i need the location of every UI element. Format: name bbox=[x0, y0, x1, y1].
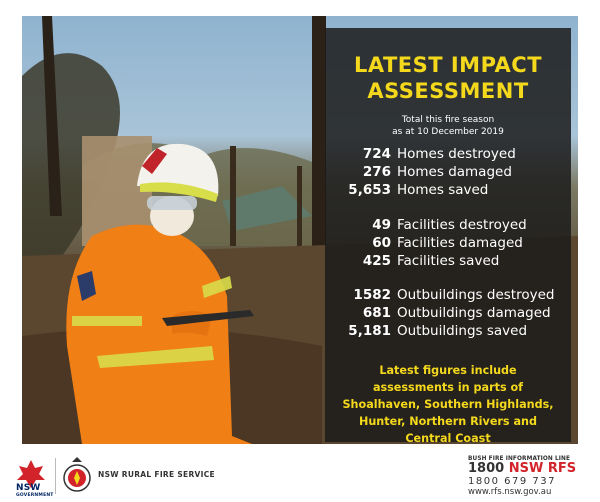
stat-value: 425 bbox=[362, 253, 391, 269]
hotline-prefix: 1800 bbox=[468, 461, 509, 476]
logo-divider bbox=[55, 458, 56, 494]
stat-row bbox=[325, 163, 571, 181]
stat-label: Outbuildings damaged bbox=[397, 305, 551, 321]
stat-label: Homes damaged bbox=[397, 164, 512, 180]
stat-value: 276 bbox=[362, 164, 391, 180]
panel-title-line2: ASSESSMENT bbox=[367, 79, 529, 103]
panel-title-line1: LATEST IMPACT bbox=[353, 53, 543, 77]
hotline-number bbox=[468, 462, 578, 476]
stat-value: 1582 bbox=[353, 287, 391, 303]
stat-label: Facilities destroyed bbox=[397, 217, 527, 233]
stat-row bbox=[325, 304, 571, 322]
stat-value: 5,181 bbox=[348, 323, 391, 339]
panel-subtitle bbox=[325, 114, 571, 138]
stat-row bbox=[325, 216, 571, 234]
hotline-brand: NSW RFS bbox=[508, 461, 577, 476]
nsw-label: NSW bbox=[16, 483, 41, 493]
stat-value: 681 bbox=[362, 305, 391, 321]
nsw-logo-text bbox=[16, 484, 54, 498]
subtitle-line2: as at 10 December 2019 bbox=[392, 127, 504, 137]
stat-row bbox=[325, 145, 571, 163]
footer bbox=[0, 450, 600, 502]
stat-row bbox=[325, 252, 571, 270]
note-line: Shoalhaven, Southern Highlands, bbox=[342, 398, 554, 411]
stat-value: 60 bbox=[372, 235, 391, 251]
note-line: assessments in parts of bbox=[372, 381, 524, 394]
stat-value: 49 bbox=[372, 217, 391, 233]
impact-panel bbox=[325, 28, 571, 445]
stat-label: Homes saved bbox=[397, 182, 489, 198]
stat-label: Facilities saved bbox=[397, 253, 500, 269]
stat-label: Facilities damaged bbox=[397, 235, 523, 251]
note-line: Latest figures include bbox=[379, 364, 517, 377]
assessment-note bbox=[333, 362, 563, 447]
stat-row bbox=[325, 322, 571, 340]
hotline-block bbox=[468, 456, 578, 497]
hotline-digits: 1800 679 737 bbox=[468, 476, 556, 487]
hotline-title: BUSH FIRE INFORMATION LINE bbox=[468, 456, 571, 462]
note-line: Central Coast bbox=[405, 432, 491, 445]
stat-row bbox=[325, 234, 571, 252]
nsw-sub: GOVERNMENT bbox=[16, 493, 54, 498]
rfs-badge-icon bbox=[62, 456, 92, 496]
subtitle-line1: Total this fire season bbox=[401, 115, 495, 125]
stat-label: Homes destroyed bbox=[397, 146, 516, 162]
note-line: Hunter, Northern Rivers and bbox=[358, 415, 537, 428]
stat-row bbox=[325, 286, 571, 304]
panel-title bbox=[325, 52, 571, 104]
website-link[interactable]: www.rfs.nsw.gov.au bbox=[468, 487, 552, 497]
stat-label: Outbuildings destroyed bbox=[397, 287, 555, 303]
rfs-name: NSW RURAL FIRE SERVICE bbox=[98, 470, 215, 479]
stat-row bbox=[325, 181, 571, 199]
stat-label: Outbuildings saved bbox=[397, 323, 528, 339]
stat-value: 724 bbox=[362, 146, 391, 162]
stat-value: 5,653 bbox=[348, 182, 391, 198]
